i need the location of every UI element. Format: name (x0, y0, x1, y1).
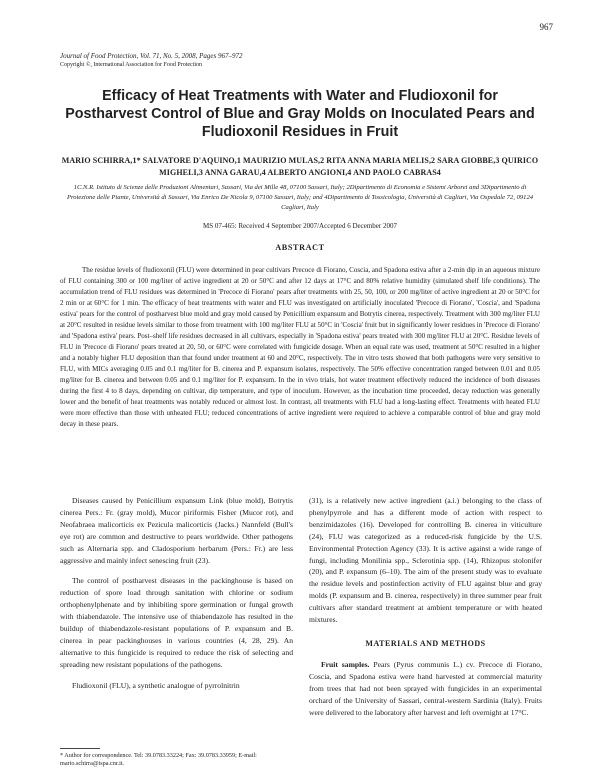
abstract-text: The residue levels of fludioxonil (FLU) were determined in pear cultivars Precoce di Fiorano, Coscia, and Spadona estiva after a 2-min dip in an aqueous mixture of FLU containing 300 or 100 mg/liter of active ingredient at 20 or 50°C and after 12 days at 17°C and 80% relative humidity (simulated shelf life conditions). The accumulation trend of FLU residues was determined in 'Precoce di Fiorano' pears after treatments with 25, 50, 100, or 200 mg/liter of active ingredient at 20 or 50°C for 2 min or at 60°C for 1 min. The efficacy of heat treatments with water and FLU was investigated on artificially inoculated 'Precoce di Fiorano', 'Coscia', and 'Spadona estiva' pears for the control of postharvest blue mold and gray mold caused by Penicillium expansum and Botrytis cinerea, respectively. Treatment with 300 mg/liter FLU at 20°C resulted in residue levels similar to those from treatment with 100 mg/liter FLU at 50°C in 'Coscia' fruit but in significantly lower residues in 'Precoce di Fiorano' and 'Spadona estiva' pears. Post–shelf life residues decreased in all cultivars, especially in 'Spadona estiva' pears treated with 300 mg/liter FLU at 20°C. Residue levels of FLU in 'Precoce di Fiorano' pears treated at 20, 50, or 60°C were correlated with fungicide dosage. When an equal rate was used, treatment at 50°C resulted in a higher and a notably higher FLU deposition than that found under treatment at 60 and 20°C, respectively. The in vitro tests showed that both pathogens were very sensitive to FLU, with MICs averaging 0.05 and 0.1 mg/liter for B. cinerea and P. expansum isolates, respectively. The 50% effective concentration ranged between 0.01 and 0.05 mg/liter for B. cinerea and between 0.05 and 0.1 mg/liter for P. expansum. In the in vivo trials, hot water treatment effectively reduced the incidence of both diseases during the first 4 to 8 days, depending on cultivar, dip temperature, and type of inoculum. However, as the incubation time proceeded, decay reduction was generally lower and the benefit of heat treatments was notably reduced or almost lost. In contrast, all treatments with FLU had a long-lasting effect. Treatments with heated FLU were more effective than those with unheated FLU; reduced concentrations of active ingredient were required to achieve a comparable control of blue and gray mold decay in these pears. (60, 266, 540, 428)
abstract-heading: ABSTRACT (275, 243, 325, 252)
journal-citation: Journal of Food Protection, Vol. 71, No. 5, 2008, Pages 967–972 (60, 52, 243, 60)
page-number: 967 (539, 22, 553, 32)
footnote-rule (60, 748, 100, 749)
paper-title: Efficacy of Heat Treatments with Water and Fludioxonil for Postharvest Control of Blue and Gray Molds on Inoculated Pears and Fludioxonil Residues in Fruit (65, 88, 535, 140)
copyright-line: Copyright ©, International Association for Food Protection (60, 62, 203, 68)
intro-paragraph: Fludioxonil (FLU), a synthetic analogue of pyrrolnitrin (72, 680, 240, 690)
body-column-right (309, 495, 542, 718)
correspondence-footnote: * Author for correspondence. Tel: 39.0783.33224; Fax: 39.0783.33959; E-mail: mario.schirra@ispa.cnr.it. (60, 752, 257, 767)
section-heading-methods: MATERIALS AND METHODS (365, 638, 486, 648)
received-dates: MS 07-465: Received 4 September 2007/Accepted 6 December 2007 (202, 222, 397, 230)
body-column-left (60, 495, 293, 692)
author-list: MARIO SCHIRRA,1* SALVATORE D'AQUINO,1 MAURIZIO MULAS,2 RITA ANNA MARIA MELIS,2 SARA GIOBBE,3 QUIRICO MIGHELI,3 ANNA GARAU,4 ALBERTO ANGIONI,4 AND PAOLO CABRAS4 (61, 156, 539, 177)
intro-paragraph: Diseases caused by Penicillium expansum Link (blue mold), Botrytis cinerea Pers.: Fr. (gray mold), Mucor piriformis Fisher (Mucor rot), and Neofabraea malicorticis ex Pezicula malicorticis (Jacks.) Nannfeld (Bull's eye rot) are common and destructive to pears worldwide. Other pathogens such as Alternaria spp. and Cladosporium herbarum (Pers.: Fr.) are less aggressive and mainly infect senescing fruit (23). (60, 496, 293, 565)
fruit-samples-text: Pears (Pyrus communis L.) cv. Precoce di Fiorano, Coscia, and Spadona estiva were hand harvested at commercial maturity from trees that had not been sprayed with fungicides in an experimental orchard of the University of Sassari, central-western Sardinia (Italy). Fruits were delivered to the laboratory after harvest and left overnight at 17°C. (309, 659, 543, 717)
methods-paragraph (309, 659, 542, 719)
intro-paragraph-continued: (31), is a relatively new active ingredient (a.i.) belonging to the class of phenylpyrrole and has a different mode of action with respect to benzimidazoles (16). Developed for controlling B. cinerea in viticulture (24), FLU was categorized as a reduced-risk fungicide by the U.S. Environmental Protection Agency (33). It is active against a wide range of fungi, including Monilinia spp., Sclerotinia spp. (14), Rhizopus stolonifer (20), and P. expansum (6–10). The aim of the present study was to evaluate the residue levels and postinfection activity of FLU against blue and gray molds (P. expansum and B. cinerea, respectively) in three summer pear fruit cultivars after standard treatment at ambient temperature or with heated mixtures. (309, 496, 542, 625)
intro-paragraph: The control of postharvest diseases in the packinghouse is based on reduction of spore load through sanitation with chlorine or sodium orthophenylphenate and by inhibiting spore germination or fungal growth with thiabendazole. The intensive use of thiabendazole has resulted in the buildup of thiabendazole-resistant populations of P. expansum and B. cinerea in pear packinghouses in various countries (4, 28, 29). An alternative to this fungicide is required to reduce the risk of selecting and spreading new resistant populations of the pathogens. (60, 576, 293, 669)
affiliations: 1C.N.R. Istituto di Scienze delle Produzioni Alimentari, Sassari, Via dei Mille 48, 07100 Sassari, Italy; 2Dipartimento di Economia e Sistemi Arborei and 3Dipartimento di Protezione delle Piante, Università di Sassari, Via Enrico De Nicola 9, 07100 Sassari, Italy; and 4Dipartimento di Tossicologia, Università di Cagliari, Via Ospedale 72, 09124 Cagliari, Italy (66, 184, 534, 211)
subsection-runin-heading: Fruit samples. (321, 659, 370, 669)
